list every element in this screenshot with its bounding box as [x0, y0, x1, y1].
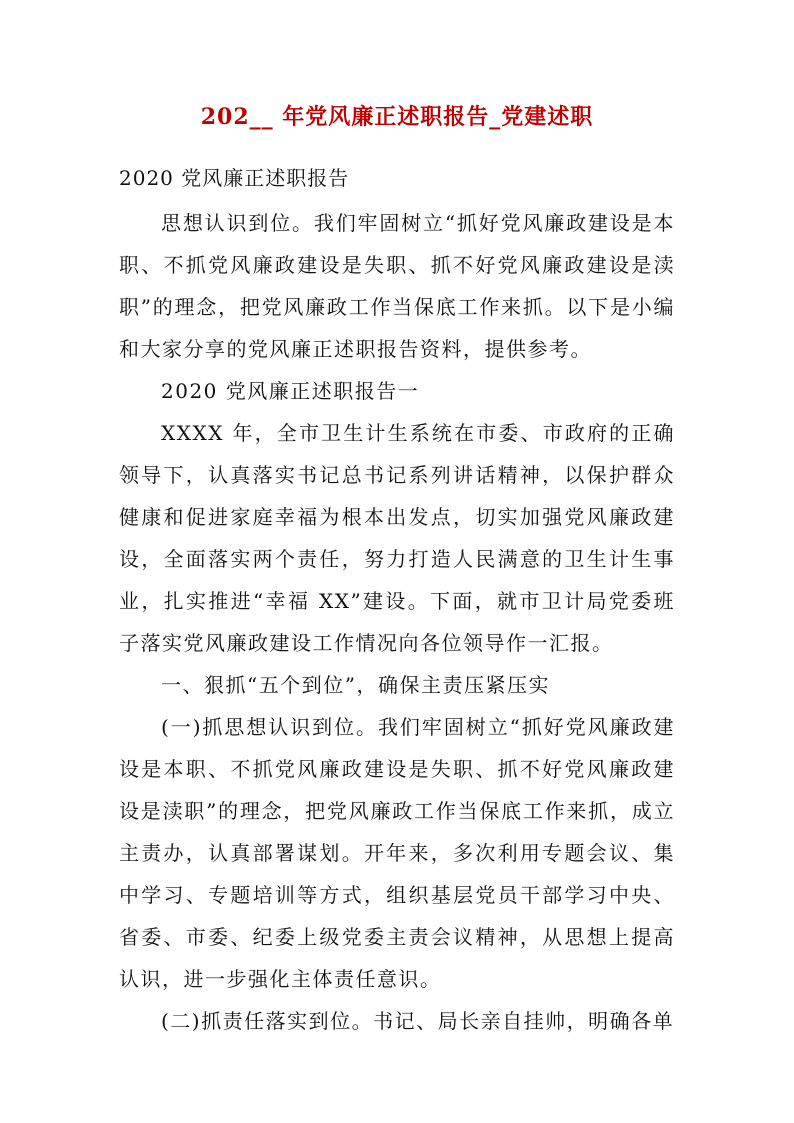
document-body [119, 202, 675, 1042]
paragraph-report-heading: 2020 党风廉正述职报告一 [161, 379, 420, 403]
paragraph-overview: XXXX 年，全市卫生计生系统在市委、市政府的正确领导下，认真落实书记总书记系列讲话精神，以保护群众健康和促进家庭幸福为根本出发点，切实加强党风廉政建设，全面落实两个责任，努力打造人民满意的卫生计生事业，扎实推进“幸福 XX”建设。下面，就市卫计局党委班子落实党风廉政建设工作情况向各位领导作一汇报。 [119, 421, 675, 655]
paragraph-item-1: (一)抓思想认识到位。我们牢固树立“抓好党风廉政建设是本职、不抓党风廉政建设是失职、抓不好党风廉政建设是渎职”的理念，把党风廉政工作当保底工作来抓，成立主责办，认真部署谋划。开年来，多次利用专题会议、集中学习、专题培训等方式，组织基层党员干部学习中央、省委、市委、纪委上级党委主责会议精神，从思想上提高认识，进一步强化主体责任意识。 [119, 715, 675, 991]
document-subheading: 2020 党风廉正述职报告 [119, 166, 350, 190]
paragraph-item-2: (二)抓责任落实到位。书记、局长亲自挂帅，明确各单 [161, 1009, 675, 1033]
paragraph-section-heading: 一、狠抓“五个到位”，确保主责压紧压实 [161, 673, 550, 697]
paragraph-intro: 思想认识到位。我们牢固树立“抓好党风廉政建设是本职、不抓党风廉政建设是失职、抓不好党风廉政建设是渎职”的理念，把党风廉政工作当保底工作来抓。以下是小编和大家分享的党风廉正述职报告资料，提供参考。 [119, 211, 675, 361]
document-title: 202__ 年党风廉正述职报告_党建述职 [200, 104, 594, 130]
